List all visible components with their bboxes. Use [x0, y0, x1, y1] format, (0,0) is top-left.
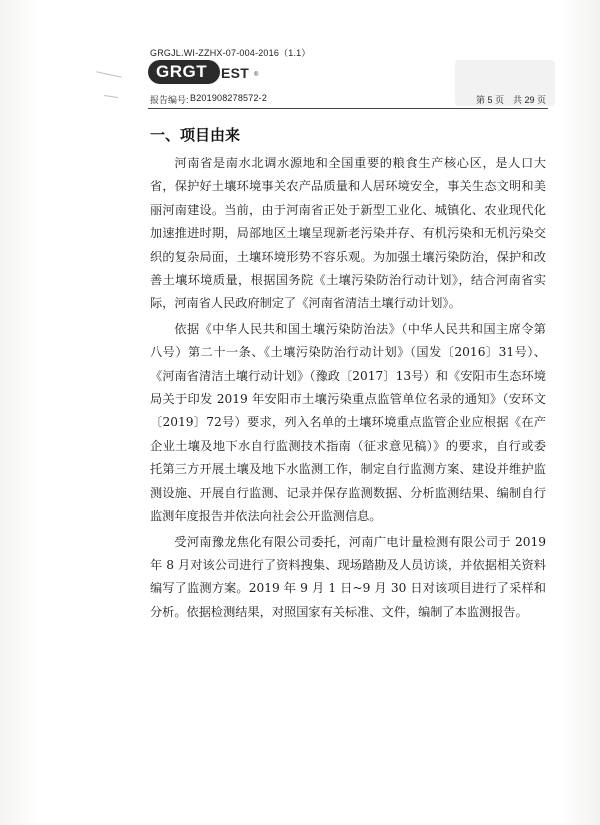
report-number-value: B201908278572-2 — [190, 93, 268, 103]
report-number-label: 报告编号: — [150, 95, 189, 105]
header-divider — [148, 108, 548, 109]
logo-text: GRGT — [156, 62, 208, 81]
scan-artifact — [104, 95, 118, 98]
grgtest-logo — [148, 60, 258, 84]
scan-artifact — [96, 71, 122, 77]
registered-mark: ® — [254, 72, 259, 78]
page-number: 第 5 页 共 29 页 — [475, 95, 546, 105]
paragraph-legal-basis: 依据《中华人民共和国土壤污染防治法》（中华人民共和国主席令第八号）第二十一条、《土壤污染防治行动计划》（国发〔2016〕31号）、《河南省清洁土壤行动计划》（豫政〔2017〕13号）和《安阳市生态环境局关于印发 2019 年安阳市土壤污染重点监管单位名录的通知》（安环文〔2019〕72号）要求，列入名单的土壤环境重点监管企业应根据《在产企业土壤及地下水自行监测技术指南（征求意见稿）》的要求，自行或委托第三方开展土壤及地下水监测工作，制定自行监测方案、建设并维护监测设施、开展自行监测、记录并保存监测数据、分析监测结果、编制自行监测年度报告并依法向社会公开监测信息。 — [150, 321, 546, 524]
document-code: GRGJL.WI-ZZHX-07-004-2016（1.1） — [150, 48, 311, 58]
section-title: 一、项目由来 — [150, 126, 241, 144]
logo-text-suffix: EST — [221, 65, 250, 81]
paragraph-commission: 受河南豫龙焦化有限公司委托，河南广电计量检测有限公司于 2019 年 8 月对该公司进行了资料搜集、现场踏勘及人员访谈，并依据相关资料编写了监测方案。2019 年 9 月 1 日~9 月 30 日对该项目进行了采样和分析。依据检测结果，对照国家有关标准、文件，编制了本监测报告。 — [150, 534, 546, 619]
logo-badge — [148, 60, 220, 84]
report-header-row — [150, 93, 546, 107]
body-text — [150, 152, 546, 624]
paragraph-background: 河南省是南水北调水源地和全国重要的粮食生产核心区，是人口大省，保护好土壤环境事关农产品质量和人居环境安全，事关生态文明和美丽河南建设。当前，由于河南省正处于新型工业化、城镇化、农业现代化加速推进时期，局部地区土壤呈现新老污染并存、有机污染和无机污染交织的复杂局面，土壤环境形势不容乐观。为加强土壤污染防治，保护和改善土壤环境质量，根据国务院《土壤污染防治行动计划》，结合河南省实际，河南省人民政府制定了《河南省清洁土壤行动计划》。 — [150, 156, 546, 311]
